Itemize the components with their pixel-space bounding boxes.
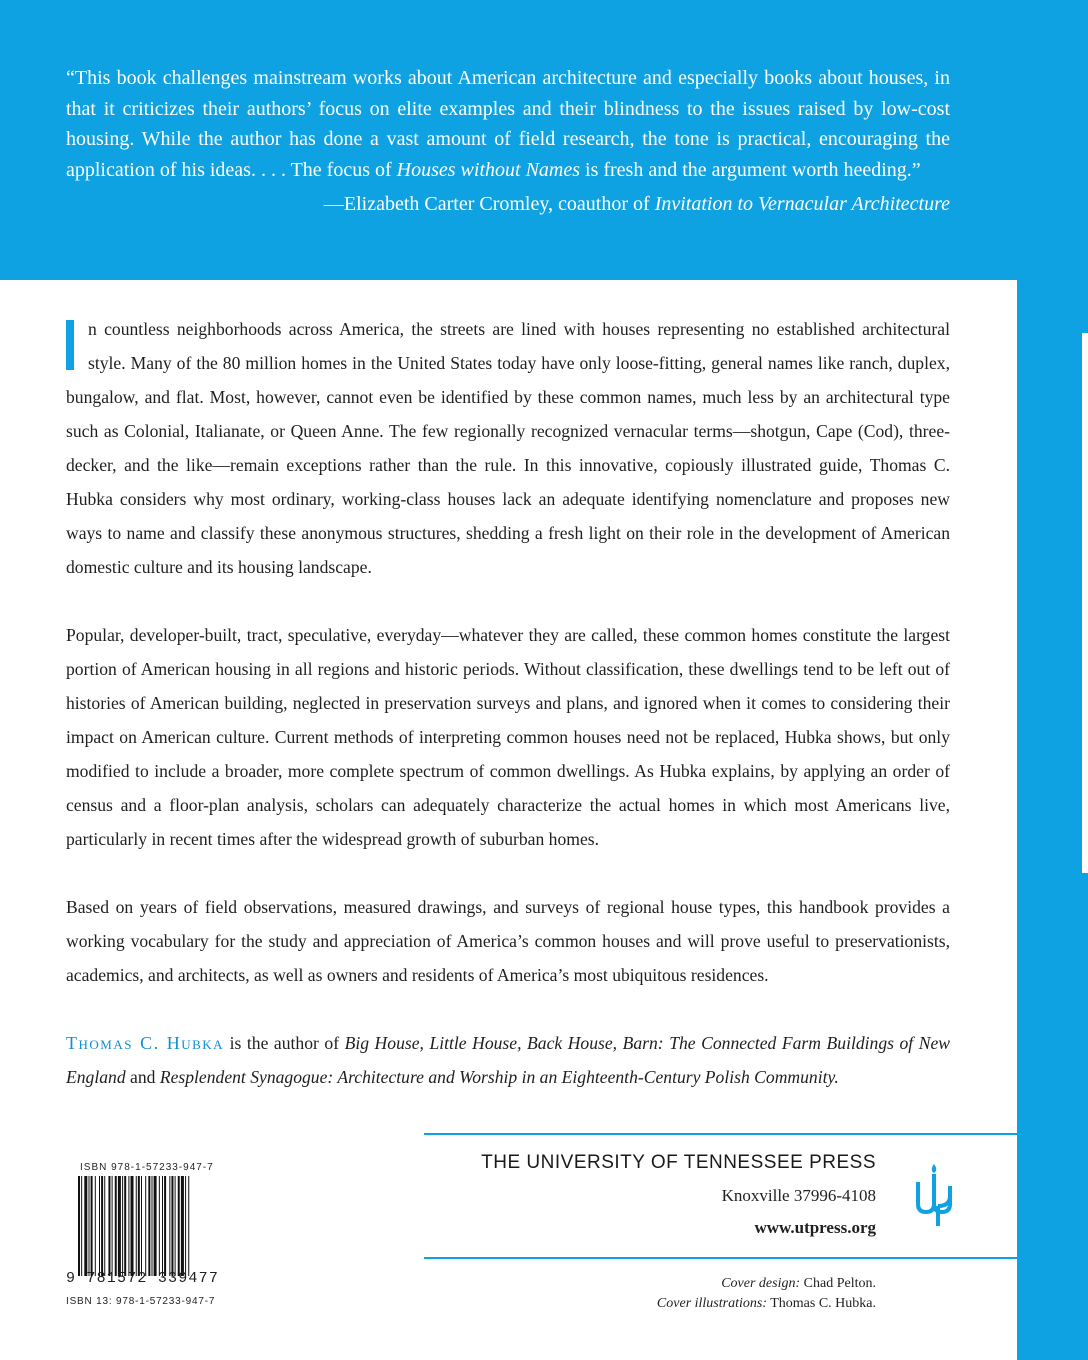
description-paragraph-1: n countless neighborhoods across America, the streets are lined with houses representing no established architectural style. Many of the 80 million homes in the United States today have only loose-fitting, general names like ranch, duplex, bungalow, and flat. Most, however, cannot even be identified by these common names, much less by an architectural type such as Colonial, Italianate, or Queen Anne. The few regionally recognized vernacular terms—shotgun, Cape (Cod), three-decker, and the like—remain exceptions rather than the rule. In this innovative, copiously illustrated guide, Thomas C. Hubka considers why most ordinary, working-class houses lack an adequate identifying nomenclature and proposes new ways to name and classify these anonymous structures, shedding a fresh light on their role in the development of American domestic culture and its housing landscape. bbox=[66, 319, 950, 577]
barcode-bar bbox=[89, 1176, 90, 1276]
barcode-bar bbox=[175, 1176, 176, 1276]
cover-design-credit: Cover design: Chad Pelton. bbox=[721, 1276, 876, 1291]
barcode-bar bbox=[99, 1176, 100, 1276]
press-rule-bottom bbox=[424, 1257, 1018, 1259]
publisher-block bbox=[424, 1152, 876, 1238]
endorsement-quote bbox=[66, 63, 950, 220]
barcode-bar bbox=[118, 1176, 121, 1276]
press-rule-top bbox=[424, 1133, 1018, 1135]
barcode-bar bbox=[136, 1176, 137, 1276]
isbn-barcode bbox=[66, 1162, 226, 1322]
barcode-bar bbox=[81, 1176, 82, 1276]
quote-text: “This book challenges mainstream works about American architecture and especially books about houses, in that it criticizes their authors’ focus on elite examples and their blindness to the issues raised by low-cost housing. While the author has done a vast amount of field research, the tone is practical, encouraging the application of his ideas. . . . The focus of Houses without Names is fresh and the argument worth heeding.” bbox=[66, 67, 950, 181]
spine-line bbox=[1082, 333, 1088, 873]
barcode-bar bbox=[159, 1176, 160, 1276]
isbn-top: ISBN 978-1-57233-947-7 bbox=[80, 1162, 214, 1173]
barcode-bar bbox=[188, 1176, 189, 1276]
barcode-bar bbox=[84, 1176, 87, 1276]
barcode-bar bbox=[122, 1176, 123, 1276]
publisher-name: THE UNIVERSITY OF TENNESSEE PRESS bbox=[481, 1152, 876, 1173]
cover-credits bbox=[560, 1274, 876, 1314]
spine-band bbox=[1017, 280, 1088, 1360]
barcode-bar bbox=[112, 1176, 113, 1276]
barcode-bar bbox=[131, 1176, 134, 1276]
barcode-bar bbox=[178, 1176, 180, 1276]
utp-torch-logo-icon bbox=[914, 1162, 954, 1228]
quote-attribution: —Elizabeth Carter Cromley, coauthor of Invitation to Vernacular Architecture bbox=[323, 193, 950, 215]
author-bio: Thomas C. Hubka is the author of Big House, Little House, Back House, Barn: The Connected Farm Buildings of New England and Resplendent Synagogue: Architecture and Worship in an Eighteenth-Century Polish Community. bbox=[66, 1033, 951, 1087]
drop-cap-bar bbox=[66, 320, 74, 370]
barcode-bar bbox=[162, 1176, 163, 1276]
barcode-bar bbox=[181, 1176, 184, 1276]
barcode-bar bbox=[185, 1176, 186, 1276]
barcode-bar bbox=[104, 1176, 105, 1276]
barcode-bar bbox=[141, 1176, 142, 1276]
barcode-bar bbox=[108, 1176, 110, 1276]
barcode-bar bbox=[95, 1176, 96, 1276]
quote-book-title: Houses without Names bbox=[396, 158, 581, 181]
barcode-bar bbox=[115, 1176, 117, 1276]
description-paragraph-2: Popular, developer-built, tract, speculative, everyday—whatever they are called, these common homes constitute the largest portion of American housing in all regions and historic periods. Without classification, these dwellings tend to be left out of histories of American building, neglected in preservation surveys and plans, and ignored when it comes to considering their impact on American culture. Current methods of interpreting common houses need not be replaced, Hubka shows, but only modified to include a broader, more complete spectrum of common dwellings. As Hubka explains, by applying an order of census and a floor-plan analysis, scholars can adequately characterize the actual homes in which most Americans live, particularly in recent times after the widespread growth of suburban homes. bbox=[66, 625, 950, 849]
barcode-bar bbox=[91, 1176, 93, 1276]
barcode-bar bbox=[154, 1176, 157, 1276]
barcode-bar bbox=[169, 1176, 170, 1276]
barcode-bar bbox=[164, 1176, 166, 1276]
cover-illustrations-credit: Cover illustrations: Thomas C. Hubka. bbox=[656, 1296, 876, 1311]
barcode-bar bbox=[152, 1176, 153, 1276]
barcode-bar bbox=[78, 1176, 80, 1276]
isbn-13: ISBN 13: 978-1-57233-947-7 bbox=[66, 1296, 216, 1307]
barcode-bar bbox=[128, 1176, 129, 1276]
barcode-bar bbox=[148, 1176, 150, 1276]
barcode-digits: 9 781572 339477 bbox=[66, 1270, 220, 1287]
barcode-bar bbox=[124, 1176, 126, 1276]
author-name: Thomas C. Hubka bbox=[66, 1033, 225, 1053]
description-paragraph-3: Based on years of field observations, measured drawings, and surveys of regional house types, this handbook provides a working vocabulary for the study and appreciation of America’s common houses and will prove useful to preservationists, academics, and architects, as well as owners and residents of America’s most ubiquitous residences. bbox=[66, 897, 950, 985]
barcode-bar bbox=[171, 1176, 173, 1276]
barcode-bars bbox=[78, 1176, 224, 1276]
barcode-bar bbox=[101, 1176, 103, 1276]
barcode-bar bbox=[138, 1176, 140, 1276]
publisher-city: Knoxville 37996-4108 bbox=[721, 1186, 876, 1205]
barcode-bar bbox=[145, 1176, 146, 1276]
book-description bbox=[66, 312, 950, 1094]
publisher-url: www.utpress.org bbox=[754, 1218, 876, 1237]
